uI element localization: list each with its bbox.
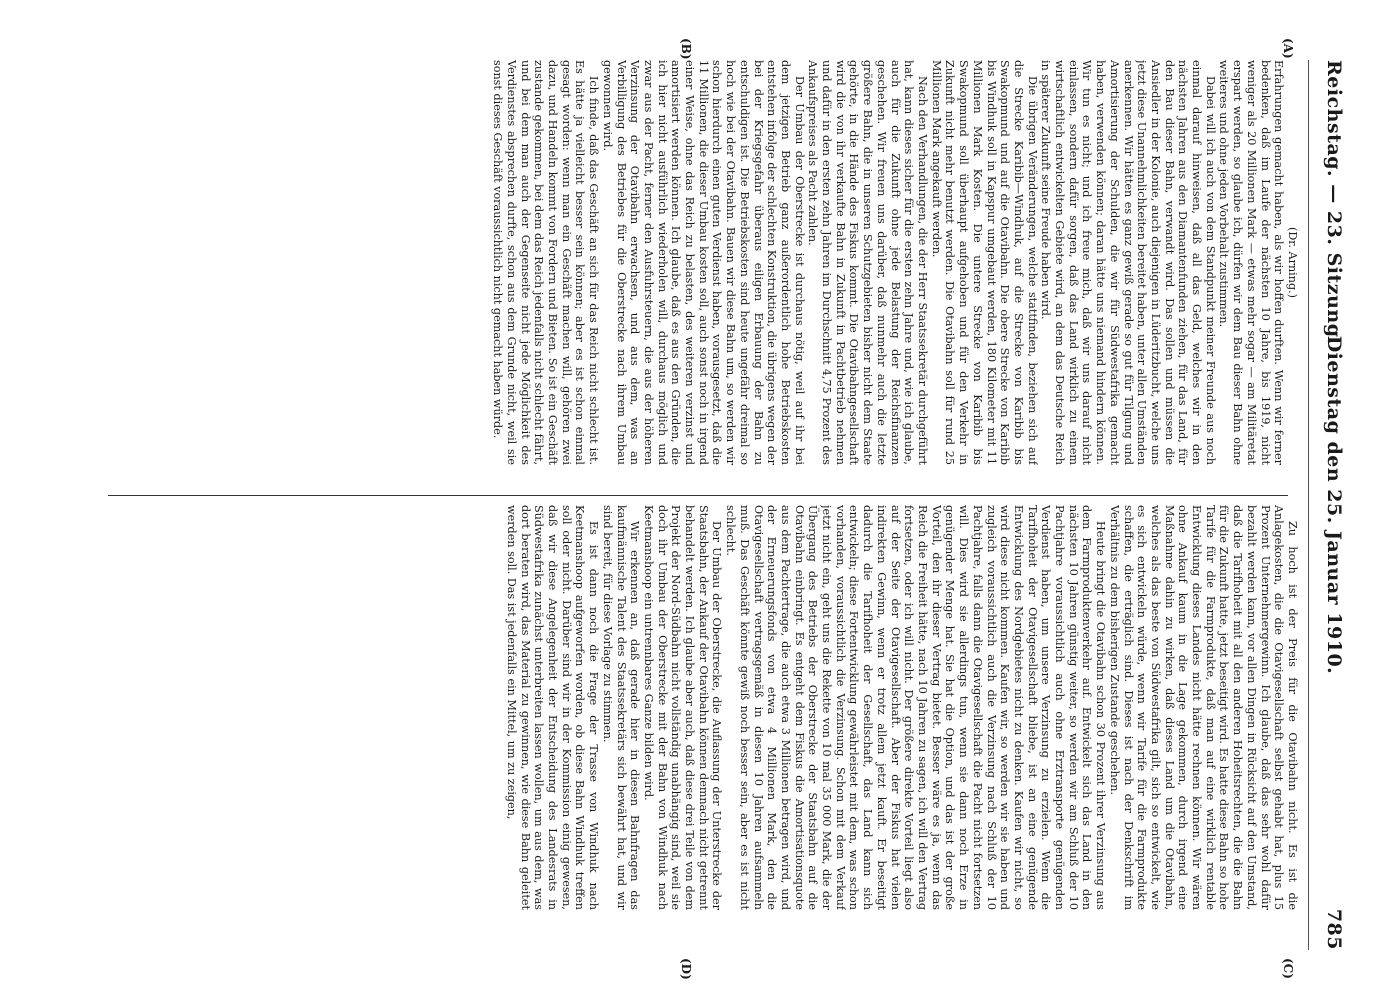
page-number: 785 [1323,908,1345,950]
left-column [99,60,1299,465]
paragraph: Wir erkennen an, daß gerade hier in diesen Bahnfragen das kaufmännische Talent des Staatssekretärs sich bewährt hat, und wir sind bereit, für diese Vorlage zu stimmen. [600,505,642,910]
right-column [99,505,1299,910]
paragraph: Ich finde, daß das Geschäft an sich für das Reich nicht schlecht ist. Es hätte ja vielleicht besser sein können; aber es ist schon einmal gesagt worden: wenn man ein Geschäft machen will, gehören zwei dazu, und Handeln kommt von Fordern und Bieten. So ist ein Geschäft zustande gekommen, bei dem das Reich jedenfalls nicht schlecht fährt, und bei dem man auch der Gegenseite nicht jede Möglichkeit des Verdienstes absprechen durfte, schon aus dem Grunde nicht, weil sie sonst dieses Geschäft voraussichtlich nicht gemacht haben würde. [491,60,601,465]
header-date: Dienstag den 25. Januar 1910. [1323,335,1345,675]
speaker-label: (Dr. Arning.) [1286,226,1299,299]
margin-marker-d: (D) [679,958,693,980]
margin-marker-c: (C) [1281,958,1295,979]
margin-marker-a: (A) [1281,38,1295,59]
paragraph: Der Umbau der Oberstrecke, die Auflassung der Unterstrecke der Staatsbahn, der Ankauf der Otavibahn können demnach nicht getrennt behandelt werden. Ich glaube aber auch, daß diese drei Teile von dem Projekt der Nord-Südbahn nicht vollständig unabhängig sind, weil sie doch ihr Umbau der Oberstrecke mit der Bahn von Windhuk nach Keetmanshoop ein untrennbares Ganze bilden wird. [641,505,724,910]
paragraph: Erfahrungen gemacht haben, als wir hoffen durften. Wenn wir ferner bedenken, daß im Laufe der nächsten 10 Jahre, bis 1919, nicht weniger als 20 Millionen Mark — etwas mehr sogar — am Militäretat erspart werden, so glaube ich, dürfen wir dem Bau dieser Bahn ohne weiteres und ohne jeden Vorbehalt zustimmen. [1217,60,1286,465]
paragraph: Dabei will ich auch von dem Standpunkt meiner Freunde aus noch einmal darauf hinweisen, daß all das Geld, welches wir in den nächsten Jahren aus den Diamantenfunden ziehen, für das Land, für den Bau dieser Bahn, verwandt wird. Das sollen und müssen die Ansiedler in der Kolonie, auch diejenigen in Lüderitzbucht, welche uns jetzt diese Unannehmlichkeiten bereitet haben, unter allen Umständen anerkennen. Wir hätten es ganz gewiß gerade so gut für Tilgung und Amortisierung der Schulden, die wir für Südwestafrika gemacht haben, verwenden können; daran hätte uns niemand hindern können. Wir tun es nicht; und ich freue mich, daß wir uns darauf nicht einlassen, sondern dafür sorgen, daß das Land wirklich zu einem wirtschaftlich entwickelten Gebiete wird, an dem das Deutsche Reich in späterer Zukunft seine Freude haben wird. [1039,60,1217,465]
page-header [1313,60,1353,950]
paragraph: Nach den Verhandlungen, die der Herr Staatssekretär durchgeführt hat, kann dieses sicher für die ersten zehn Jahre und, wie ich glaube, auch für die Zukunft ohne jede Belastung der Reichsfinanzen geschehen. Wir freuen uns darüber, daß nunmehr auch die letzte größere Bahn, die in unseren Schutzgebieten bisher nicht dem Staate gehörte, in die Hände des Fiskus kommt. Die Otavibahngesellschaft wird die von ihr verkaufte Bahn in Zukunft in Pachtbetrieb nehmen und dafür in den ersten zehn Jahren im Durchschnitt 4,75 Prozent des Ankaufspreises als Pacht zahlen. [806,60,930,465]
paragraph: Es ist dann noch die Frage der Trasse von Windhuk nach Keetmanshoop aufgeworfen worden, ob diese Bahn Windhuk treffen soll oder nicht. Darüber sind wir in der Kommission einig gewesen, daß wir diese Angelegenheit der Entscheidung des Landesrats in Südwestafrika zunächst unterbreiten lassen wollen, um aus dem, was dort beraten wird, das Material zu gewinnen, wie diese Bahn geleitet werden soll. Das ist jedenfalls ein Mittel, um zu zeigen, [504,505,601,910]
paragraph: Zu hoch ist der Preis für die Otavibahn nicht. Es ist die Anlagekosten, die die Otavigesellschaft selbst gehabt hat, plus 15 Prozent Unternehmergewinn. Ich glaube, daß das sehr wohl dafür bezahlt werden kann, vor allen Dingen in Rücksicht auf den Umstand, daß die Tarifhoheit mit all den anderen Hoheitsrechten, die die Bahn für die Zukunft hatte, jetzt beseitigt wird. Es hatte diese Bahn so hohe Tarife für die Farmprodukte, daß man auf eine wirklich rentable Entwicklung dieses Landes nicht hätte rechnen können. Wir wären ohne Ankauf kaum in die Lage gekommen, durch irgend eine Maßnahme dahin zu wirken, daß dieses Land um die Otavibahn, welches als das beste von Südwestafrika gilt, sich so entwickelt, wie es sich entwickeln würde, wenn wir Tarife für die Farmprodukte schaffen, die erträglich sind. Dieses ist nach der Denkschrift im Verhältnis zu dem bisherigen Zustande geschehen. [1107,505,1299,910]
column-divider [108,495,1288,496]
paragraph: Der Umbau der Oberstrecke ist durchaus nötig, weil auf ihr bei dem jetzigen Betrieb ganz außerordentlich hohe Betriebskosten entstehen infolge der schlechten Konstruktion, die übrigens wegen der bei der Kriegsgefahr überaus eiligen Erbauung der Bahn zu entschuldigen ist. Die Betriebskosten sind heute ungefähr dreimal so hoch wie bei der Otavibahn. Bauen wir diese Bahn um, so werden wir schon hierdurch einen guten Verdienst haben, vorausgesetzt, daß die 11 Millionen, die dieser Umbau kosten soll, auch sonst noch in irgend einer Weise, ohne das Reich zu belasten, des weiteren verzinst und amortisiert werden können. Ich glaube, daß es aus den Gründen, die ich hier nicht ausführlich wiederholen will, durchaus möglich und zwar aus der Pacht, ferner den Ausfuhrsteuern, die aus der höheren Verzinsung der Otavibahn erwachsen, und aus dem, was an Verbilligung des Betriebes für die Oberstrecke nach ihrem Umbau gewonnen wird. [600,60,806,465]
header-rule [1308,60,1309,950]
header-session: Reichstag. — 23. Sitzung. [1323,60,1345,345]
paragraph: Heute bringt die Otavibahn schon 30 Prozent ihrer Verzinsung aus dem Farmproduktenverkehr auf. Entwickelt sich das Land in den nächsten 10 Jahren günstig weiter, so werden wir am Schluß der 10 Pachtjahre voraussichtlich auch ohne Erztransporte genügenden Verdienst haben, um unsere Verzinsung zu erzielen. Wenn die Tarifhoheit der Otavigesellschaft bliebe, ist an eine genügende Entwicklung des Nordgebietes nicht zu denken. Kaufen wir nicht, so wird diese nicht kommen. Kaufen wir, so werden wir sie haben und zugleich voraussichtlich auch die Verzinsung nach Schluß der 10 Pachtjahre, falls dann die Otavigesellschaft die Pacht nicht fortsetzen will. Dies wird sie allerdings tun, wenn sie dann noch Erze in genügender Menge hat. Sie hat die Option, und das ist der große Vorteil, den ihr dieser Vertrag bietet. Besser wäre es ja, wenn das Reich die Freiheit hätte, nach 10 Jahren zu sagen, ich will den Vertrag fortsetzen, oder ich will nicht. Der größere direkte Vorteil liegt also auf der Seite der Otavigesellschaft. Aber der Fiskus hat vielen indirekten Gewinn, wenn er trotz allem jetzt kauft. Er beseitigt dadurch die Tarifhoheit der Gesellschaft, das Land kann sich entwickeln; diese Fortentwicklung gewährleistet mit dem, was schon vorhanden, voraussichtlich die Verzinsung. Schon mit dem Verkauf jetzt nicht ein, geht uns die Rekette von 10 mal 35 000 Mark, die der Übergang des Betriebs der Oberstrecke der Staatsbahn auf die Otavibahn einbringt. Es entgeht dem Fiskus die Amortisationsquote aus dem Pachtertrage, die auch etwa 3 Millionen betragen wird, und der Erneuerungsfonds von etwa 4 Millionen Mark, den die Otavigesellschaft vertragsgemäß in diesen 10 Jahren aufsammeln muß. Das Geschäft könnte gewiß noch besser sein, aber es ist nicht schlecht. [724,505,1108,910]
margin-marker-b: (B) [679,38,693,60]
paragraph: Die übrigen Veränderungen, welche stattfinden, beziehen sich auf die Strecke Karibib—Windhuk, auf die Strecke von Karibib bis Swakopmund und auf die Otavibahn. Die obere Strecke von Karibib bis Windhuk soll in Kapspur umgebaut werden, 180 Kilometer mit 11 Millionen Mark Kosten. Die untere Strecke von Karibib bis Swakopmund soll überhaupt aufgehoben und für den Verkehr in Zukunft nicht mehr benutzt werden. Die Otavibahn soll für rund 25 Millionen Mark angekauft werden. [929,60,1039,465]
